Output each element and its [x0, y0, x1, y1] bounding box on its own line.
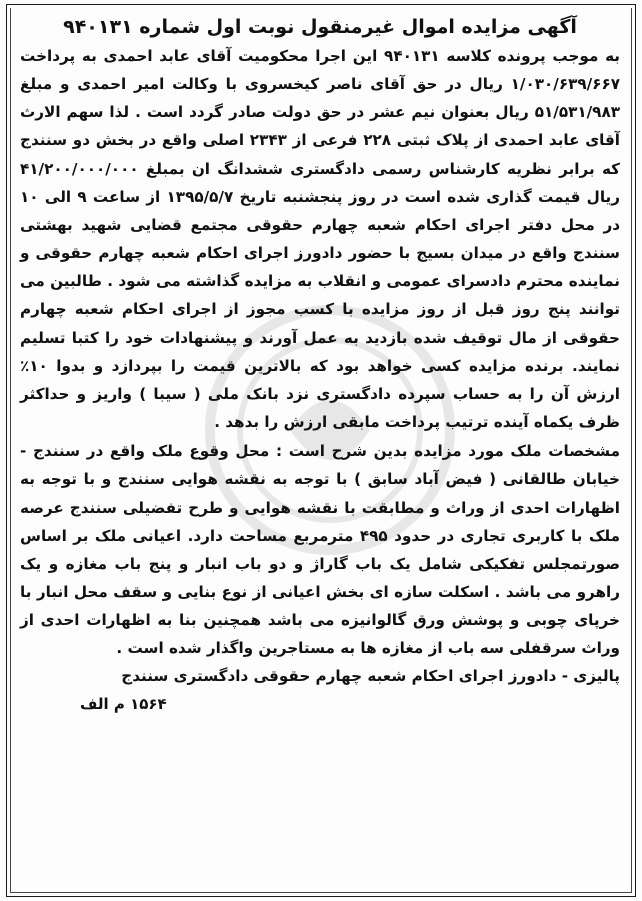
notice-paragraph-property-details: مشخصات ملک مورد مزایده بدین شرح است : محل وقوع ملک واقع در سنندج - خیابان طالقانی ( فیض آباد سابق ) با توجه به نقشه هوایی سنندج و با توجه به اظهارات احدی از وراث و مطابقت با نقشه هوایی و طرح تفضیلی سنندج عرصه ملک با کاربری تجاری در حدود ۴۹۵ مترمربع مساحت دارد. اعیانی ملک بر اساس صورتمجلس تفکیکی شامل یک باب گاراژ و دو باب انبار و پنج باب مغازه و یک راهرو می باشد . اسکلت سازه ای بخش اعیانی از نوع بنایی و سقف محل انبار با خرپای چوبی و پوشش ورق گالوانیزه می باشد همچنین بنا به اظهارات احدی از وراث سرقفلی سه باب از مغازه ها به مستاجرین واگذار شده است .	[20, 442, 620, 658]
notice-signature: پالیزی - دادورز اجرای احکام شعبه چهارم حقوقی دادگستری سنندج	[121, 667, 620, 686]
notice-reference-code: ۱۵۶۴ م الف	[80, 695, 167, 714]
notice-body	[20, 12, 620, 718]
notice-paragraph-auction-terms: به موجب پرونده کلاسه ۹۴۰۱۳۱ این اجرا محکومیت آقای عابد احمدی به پرداخت ۱/۰۳۰/۶۳۹/۶۶۷ ریال در حق آقای ناصر کیخسروی با وکالت امیر احمدی و مبلغ ۵۱/۵۳۱/۹۸۳ ریال بعنوان نیم عشر در حق دولت صادر گردد است . لذا سهم الارث آقای عابد احمدی از پلاک ثبتی ۲۲۸ فرعی از ۲۳۴۳ اصلی واقع در بخش دو سنندج که برابر نظریه کارشناس رسمی دادگستری ششدانگ ان بمبلغ ۴۱/۲۰۰/۰۰۰/۰۰۰ ریال قیمت گذاری شده است در روز پنجشنبه تاریخ ۱۳۹۵/۵/۷ از ساعت ۹ الی ۱۰ در محل دفتر اجرای احکام شعبه چهارم حقوقی مجتمع قضایی شهید بهشتی سنندج واقع در میدان بسیج با حضور دادورز اجرای احکام شعبه چهارم حقوقی و نماینده محترم دادسرای عمومی و انقلاب به مزایده گذاشته می شود . طالبین می توانند پنج روز قبل از روز مزایده با کسب مجوز از اجرای احکام شعبه چهارم حقوقی از مال توقیف شده بازدید به عمل آورند و پیشنهادات خود را کتبا تسلیم نمایند. برنده مزایده کسی خواهد بود که بالاترین قیمت را بپردازد و بدوا ۱۰٪ ارزش آن را به حساب سپرده دادگستری نزد بانک ملی ( سیبا ) واریز و حداکثر ظرف یکماه آینده ترتیب پرداخت مابقی ارزش را بدهد .	[20, 47, 620, 432]
notice-title: آگهی مزایده اموال غیرمنقول نوبت اول شماره ۹۴۰۱۳۱	[63, 16, 577, 38]
